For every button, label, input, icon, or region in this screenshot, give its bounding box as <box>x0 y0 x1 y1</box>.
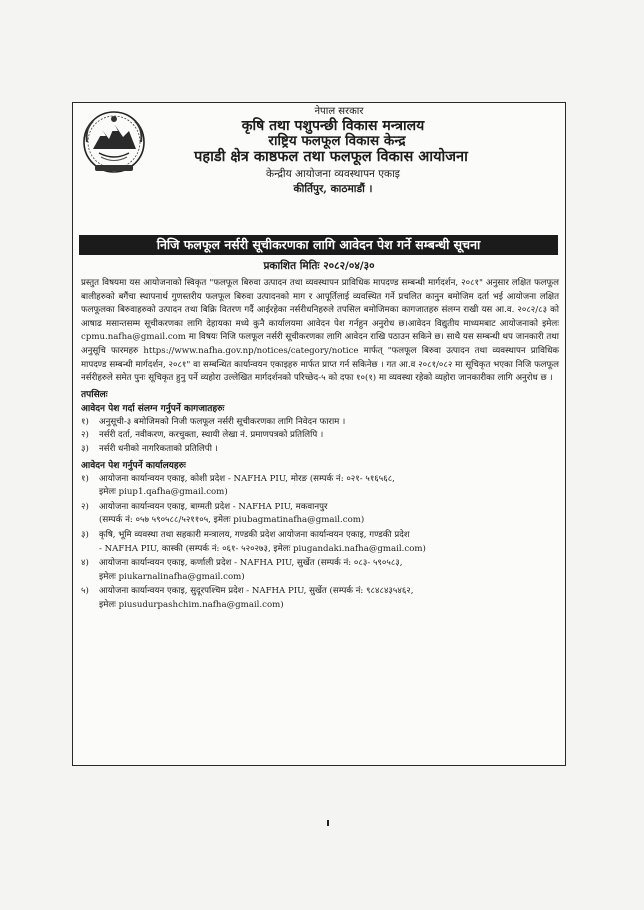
office-line: इमेलः piusudurpashchim.nafha@gmail.com) <box>99 599 284 610</box>
list-item <box>81 429 559 443</box>
project-name: पहाडी क्षेत्र काष्ठफल तथा फलफूल विकास आयोजना <box>194 148 468 166</box>
office-line: इमेलः piukarnalinafha@gmail.com) <box>99 571 245 582</box>
list-number: ५) <box>81 586 89 597</box>
offices-list <box>81 473 559 613</box>
office-item <box>81 501 559 528</box>
office-line: (सम्पर्क नं: ०५७ ५९०५८८/५२११०५, इमेलः piubagmatinafha@gmail.com) <box>99 515 365 526</box>
list-number: १) <box>81 473 89 484</box>
government-name: नेपाल सरकार <box>314 106 364 117</box>
office-line: आयोजना कार्यान्वयन एकाइ, बाग्मती प्रदेश - NAFHA PIU, मकवानपुर <box>99 501 328 512</box>
list-text: नर्सरी धनीको नागरिकताको प्रतिलिपी । <box>99 443 218 454</box>
office-line: - NAFHA PIU, कास्की (सम्पर्क नं: ०६१- ५२०२७३, इमेलः piugandaki.nafha@gmail.com) <box>99 543 426 554</box>
list-number: ३) <box>81 529 89 540</box>
office-line: कृषि, भूमि व्यवस्था तथा सहकारी मन्त्रालय, गण्डकी प्रदेश आयोजना कार्यान्वयन एकाइ, गण्डकी प्रदेश <box>99 529 410 540</box>
notice-title: निजि फलफूल नर्सरी सूचीकरणका लागि आवेदन पेश गर्ने सम्बन्धी सूचना <box>79 235 558 255</box>
office-line: आयोजना कार्यान्वयन एकाइ, कोशी प्रदेश - NAFHA PIU, मोरङ (सम्पर्क नं: ०२१- ५१६५६८, <box>99 473 395 484</box>
letterhead <box>73 106 565 195</box>
list-text: अनुसूची-३ बमोजिमको निजी फलफूल नर्सरी सूचीकरणका लागि निवेदन फाराम । <box>99 416 346 427</box>
list-number: १) <box>81 416 89 427</box>
unit-name: केन्द्रीय आयोजना व्यवस्थापन एकाइ <box>266 167 400 180</box>
office-item <box>81 557 559 584</box>
notice-document <box>72 102 566 766</box>
list-number: २) <box>81 501 89 512</box>
list-item <box>81 416 559 430</box>
ministry-name: कृषि तथा पशुपन्छी विकास मन्त्रालय <box>241 117 425 134</box>
list-number: २) <box>81 430 89 441</box>
list-number: ३) <box>81 443 89 454</box>
office-item <box>81 473 559 500</box>
notice-body <box>81 277 559 613</box>
offices-heading: आवेदन पेश गर्नुपर्ने कार्यालयहरुः <box>81 460 186 471</box>
office-location: कीर्तिपुर, काठमाडौं । <box>293 182 373 195</box>
notice-paragraph: प्रस्तुत विषयमा यस आयोजनाको स्विकृत "फलफूल बिरुवा उत्पादन तथा व्यवस्थापन प्राविधिक मापदण्ड सम्बन्धी मार्गदर्शन, २०८१" अनुसार लक्षित फलफूल बालीहरुको बगैंचा स्थापनार्थ गुणस्तरीय फलफूल बिरुवा उत्पादनको माग र आपूर्तिलाई व्यवस्थित गर्ने प्रचलित कानुन बमोजिम दर्ता भई आयोजना लक्षित फलफूलका बिरुवाहरुको उत्पादन तथा बिक्रि वितरण गर्दै आईरहेका नर्सरीधनिहरुले तपसिल बमोजिमका कागजातहरु संलग्न राखी यस आ.व. २०८२/८३ को आषाढ मसान्तसम्म सूचीकरणका लागि देहायका मध्ये कुनै कार्यालयमा आवेदन पेश गर्नहुन अनुरोध छ।आवेदन विद्युतीय माध्यमबाट आयोजनाको इमेलः cpmu.nafha@gmail.com मा विषयः निजि फलफूल नर्सरी सूचीकरणका लागि आवेदन राखि पठाउन सकिने छ। साथै यस सम्बन्धी थप जानकारी तथा अनुसूचि फारमहरु https://www.nafha.gov.np/notices/category/notice मार्फत् "फलफूल बिरुवा उत्पादन तथा व्यवस्थापन प्राविधिक मापदण्ड सम्बन्धी मार्गदर्शन, २०८१" वा सम्बन्धित कार्यान्वयन एकाइहरु मार्फत प्राप्त गर्न सकिनेछ । गत आ.व २०८१/०८२ मा सूचिकृत भएका निजि फलफूल नर्सरीहरुले समेत पुनः सूचिकृत हुनु पर्ने व्यहोरा उल्लेखित मार्गदर्शनको परिच्छेद-५ को दफा १०(१) मा व्यवस्था रहेको व्यहोरा जानकारीका लागि अनुरोध छ । <box>81 278 559 384</box>
office-line: इमेलः piup1.qafha@gmail.com) <box>99 487 228 498</box>
list-item <box>81 443 559 457</box>
office-line: आयोजना कार्यान्वयन एकाइ, सुदूरपश्चिम प्रदेश - NAFHA PIU, सुर्खेत (सम्पर्क नं: ९८४८४३५४६२, <box>99 586 414 597</box>
list-number: ४) <box>81 558 89 569</box>
documents-list <box>81 416 559 457</box>
list-text: नर्सरी दर्ता, नवीकरण, करचुक्ता, स्थायी लेखा नं. प्रमाणपत्रको प्रतिलिपि । <box>99 430 324 441</box>
documents-heading: आवेदन पेश गर्दा संलग्न गर्नुपर्ने कागजातहरुः <box>81 403 225 414</box>
center-name: राष्ट्रिय फलफूल विकास केन्द्र <box>268 132 406 149</box>
office-item <box>81 585 559 612</box>
scan-speck <box>327 820 329 826</box>
office-item <box>81 529 559 556</box>
publish-date: प्रकाशित मितिः २०८२/०४/३० <box>263 260 375 272</box>
tapsil-heading: तपसिलः <box>81 389 108 400</box>
office-line: आयोजना कार्यान्वयन एकाइ, कर्णाली प्रदेश - NAFHA PIU, सुर्खेत (सम्पर्क नं: ०८३- ५९०५८३, <box>99 558 403 569</box>
